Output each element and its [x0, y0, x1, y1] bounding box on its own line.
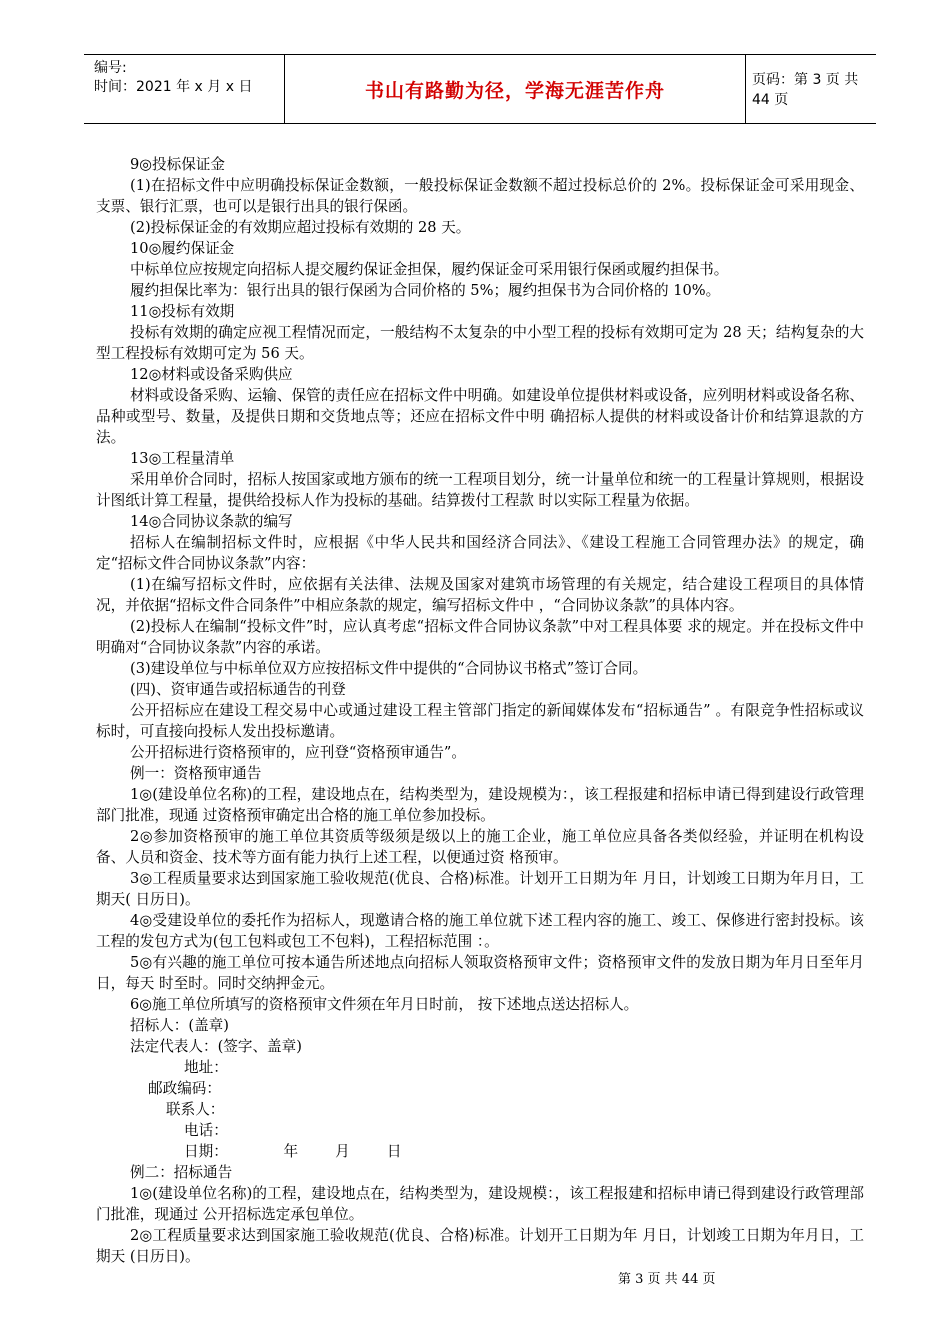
paragraph: 采用单价合同时，招标人按国家或地方颁布的统一工程项目划分，统一计量单位和统一的工程量计算规则，根据设计图纸计算工程量，提供给投标人作为投标的基础。结算拨付工程款 时以实际工程量为依据。 [96, 471, 864, 509]
paragraph: 投标有效期的确定应视工程情况而定，一般结构不太复杂的中小型工程的投标有效期可定为 28 天；结构复杂的大型工程投标有效期可定为 56 天。 [96, 324, 864, 362]
paragraph: 9◎投标保证金 [130, 156, 225, 173]
paragraph: 1◎(建设单位名称)的工程，建设地点在，结构类型为，建设规模为：，该工程报建和招标申请已得到建设行政管理部门批准，现通 过资格预审确定出合格的施工单位参加投标。 [96, 786, 864, 824]
address-line: 电话： [184, 1122, 228, 1139]
paragraph: 6◎施工单位所填写的资格预审文件须在年月日时前， 按下述地点送达招标人。 [130, 996, 639, 1013]
paragraph: 法定代表人：(签字、盖章) [130, 1038, 302, 1055]
address-block [96, 1057, 864, 1162]
paragraph: 招标人：(盖章) [130, 1017, 229, 1034]
paragraph: 14◎合同协议条款的编写 [130, 513, 293, 530]
paragraph: 11◎投标有效期 [130, 303, 235, 320]
paragraph: 1◎(建设单位名称)的工程，建设地点在，结构类型为，建设规模：，该工程报建和招标申请已得到建设行政管理部门批准，现通过 公开招标选定承包单位。 [96, 1185, 864, 1223]
document-time-label: 时间：2021 年 x 月 x 日 [94, 79, 253, 95]
paragraph: (1)在编写招标文件时，应依据有关法律、法规及国家对建筑市场管理的有关规定，结合建设工程项目的具体情况，并依据“招标文件合同条件”中相应条款的规定，编写招标文件中 ，“合同协议条款”的具体内容。 [96, 576, 864, 614]
address-line: 地址： [184, 1059, 228, 1076]
document-body [96, 154, 864, 1267]
header-meta [94, 59, 252, 97]
paragraph: 公开招标应在建设工程交易中心或通过建设工程主管部门指定的新闻媒体发布“招标通告” 。有限竞争性招标或议标时，可直接向投标人发出投标邀请。 [96, 702, 864, 740]
paragraph: 2◎参加资格预审的施工单位其资质等级须是级以上的施工企业，施工单位应具备各类似经验，并证明在机构设备、人员和资金、技术等方面有能力执行上述工程，以便通过资 格预审。 [96, 828, 864, 866]
address-line: 联系人： [166, 1101, 225, 1118]
document-number-label: 编号: [94, 60, 127, 76]
paragraph: 材料或设备采购、运输、保管的责任应在招标文件中明确。如建设单位提供材料或设备，应列明材料或设备名称、品种或型号、数量，及提供日期和交货地点等；还应在招标文件中明 确招标人提供的材料或设备计价和结算退款的方法。 [96, 387, 864, 446]
paragraph: (3)建设单位与中标单位双方应按招标文件中提供的“合同协议书格式”签订合同。 [130, 660, 648, 677]
paragraph: 12◎材料或设备采购供应 [130, 366, 293, 383]
paragraph: 4◎受建设单位的委托作为招标人，现邀请合格的施工单位就下述工程内容的施工、竣工、保修进行密封投标。该工程的发包方式为(包工包料或包工不包料)，工程招标范围 ：。 [96, 912, 864, 950]
page-header [84, 54, 876, 124]
paragraph: 例一：资格预审通告 [130, 765, 262, 782]
paragraph: (2)投标保证金的有效期应超过投标有效期的 28 天。 [130, 219, 471, 236]
paragraph: 3◎工程质量要求达到国家施工验收规范(优良、合格)标准。计划开工日期为年 月日，计划竣工日期为年月日，工期天( 日历日)。 [96, 870, 864, 908]
paragraph: (四)、资审通告或招标通告的刊登 [130, 681, 346, 698]
address-line: 日期： 年 月 日 [184, 1143, 402, 1160]
paragraph: 10◎履约保证金 [130, 240, 235, 257]
paragraph: (2)投标人在编制“投标文件”时，应认真考虑“招标文件合同协议条款”中对工程具体要 求的规定。并在投标文件中明确对“合同协议条款”内容的承诺。 [96, 618, 864, 656]
paragraph: 例二：招标通告 [130, 1164, 233, 1181]
paragraph: 招标人在编制招标文件时，应根据《中华人民共和国经济合同法》、《建设工程施工合同管理办法》的规定，确定“招标文件合同协议条款”内容： [96, 534, 864, 572]
paragraph: 履约担保比率为：银行出具的银行保函为合同价格的 5%；履约担保书为合同价格的 10%。 [130, 282, 721, 299]
header-motto: 书山有路勤为径，学海无涯苦作舟 [284, 55, 746, 123]
paragraph: 公开招标进行资格预审的，应刊登“资格预审通告”。 [130, 744, 466, 761]
body-paragraphs [96, 154, 864, 1057]
paragraph: 2◎工程质量要求达到国家施工验收规范(优良、合格)标准。计划开工日期为年 月日，计划竣工日期为年月日，工期天 (日历日)。 [96, 1227, 864, 1265]
paragraph: 5◎有兴趣的施工单位可按本通告所述地点向招标人领取资格预审文件；资格预审文件的发放日期为年月日至年月日，每天 时至时。同时交纳押金元。 [96, 954, 864, 992]
paragraph: (1)在招标文件中应明确投标保证金数额，一般投标保证金数额不超过投标总价的 2%。投标保证金可采用现金、支票、银行汇票，也可以是银行出具的银行保函。 [96, 177, 864, 215]
address-line: 邮政编码： [148, 1080, 221, 1097]
paragraph: 13◎工程量清单 [130, 450, 235, 467]
body-paragraphs-continued [96, 1162, 864, 1267]
header-page-number: 页码：第 3 页 共 44 页 [752, 72, 859, 108]
paragraph: 中标单位应按规定向招标人提交履约保证金担保，履约保证金可采用银行保函或履约担保书。 [130, 261, 729, 278]
footer-page-number: 第 3 页 共 44 页 [618, 1272, 716, 1287]
